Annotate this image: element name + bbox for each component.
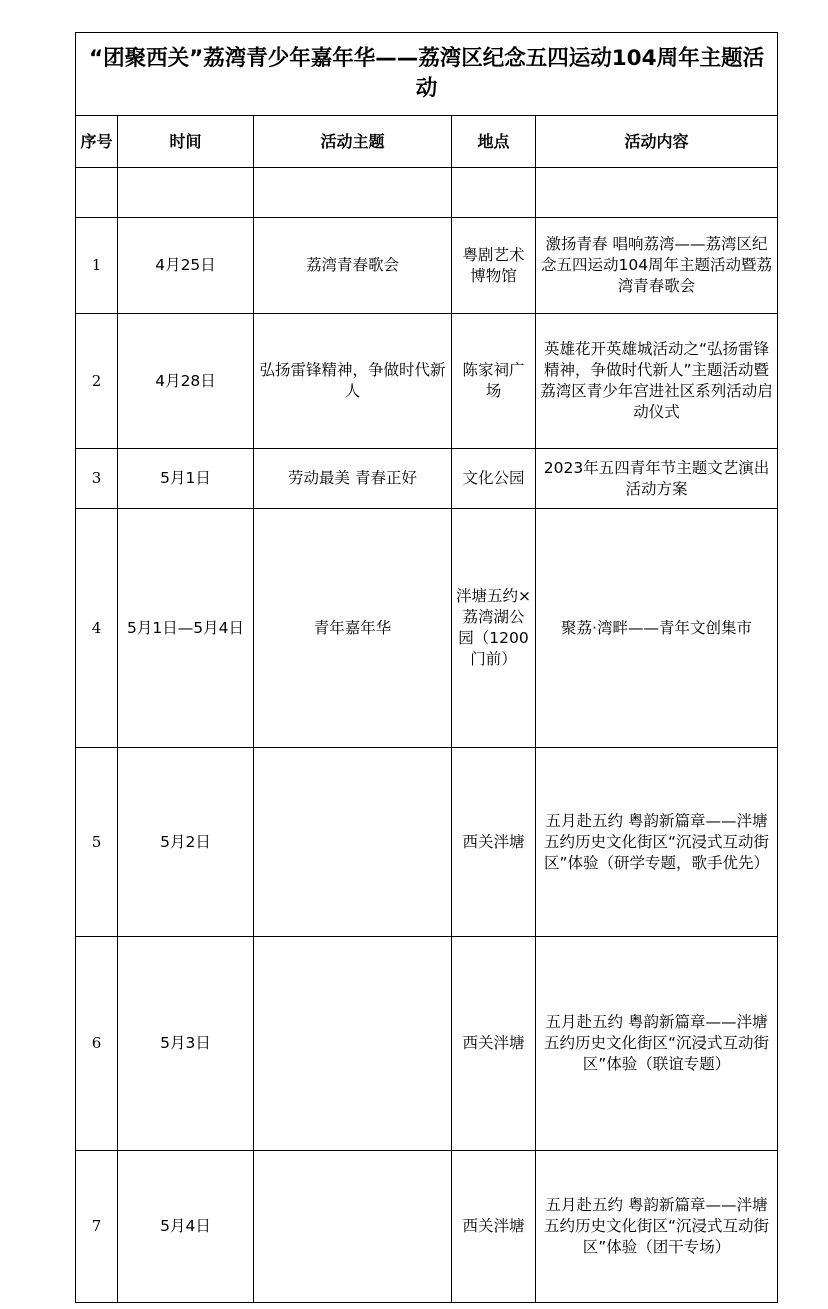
cell-place: 粤剧艺术博物馆: [452, 218, 536, 314]
cell-index: 7: [76, 1151, 118, 1303]
table-row: [76, 509, 778, 748]
cell-index: 4: [76, 509, 118, 748]
header-theme: 活动主题: [254, 116, 452, 168]
header-content: 活动内容: [536, 116, 778, 168]
cell-time: 5月4日: [118, 1151, 254, 1303]
cell-place: 文化公园: [452, 449, 536, 509]
table-title: “团聚西关”荔湾青少年嘉年华——荔湾区纪念五四运动104周年主题活动: [76, 33, 778, 116]
header-place: 地点: [452, 116, 536, 168]
cell-place: 西关泮塘: [452, 1151, 536, 1303]
cell-time: 5月1日—5月4日: [118, 509, 254, 748]
cell-index: 1: [76, 218, 118, 314]
cell-theme: [254, 168, 452, 218]
cell-theme: 荔湾青春歌会: [254, 218, 452, 314]
cell-content: 2023年五四青年节主题文艺演出活动方案: [536, 449, 778, 509]
cell-time: 4月28日: [118, 314, 254, 449]
cell-theme: [254, 748, 452, 937]
cell-theme: 青年嘉年华: [254, 509, 452, 748]
table-row: [76, 748, 778, 937]
cell-content: 五月赴五约 粤韵新篇章——泮塘五约历史文化街区“沉浸式互动街区”体验（联谊专题）: [536, 937, 778, 1151]
cell-content: 英雄花开英雄城活动之“弘扬雷锋精神，争做时代新人”主题活动暨荔湾区青少年宫进社区系列活动启动仪式: [536, 314, 778, 449]
cell-index: [76, 168, 118, 218]
table-row: [76, 218, 778, 314]
cell-content: 聚荔·湾畔——青年文创集市: [536, 509, 778, 748]
cell-time: 4月25日: [118, 218, 254, 314]
table-row: [76, 449, 778, 509]
cell-time: 5月3日: [118, 937, 254, 1151]
cell-index: 6: [76, 937, 118, 1151]
cell-theme: [254, 1151, 452, 1303]
cell-index: 5: [76, 748, 118, 937]
cell-place: 西关泮塘: [452, 748, 536, 937]
cell-place: 西关泮塘: [452, 937, 536, 1151]
cell-content: 激扬青春 唱响荔湾——荔湾区纪念五四运动104周年主题活动暨荔湾青春歌会: [536, 218, 778, 314]
cell-index: 2: [76, 314, 118, 449]
cell-theme: [254, 937, 452, 1151]
cell-content: 五月赴五约 粤韵新篇章——泮塘五约历史文化街区“沉浸式互动街区”体验（团干专场）: [536, 1151, 778, 1303]
cell-place: 陈家祠广场: [452, 314, 536, 449]
cell-place: [452, 168, 536, 218]
table-row: [76, 1151, 778, 1303]
cell-theme: 弘扬雷锋精神，争做时代新人: [254, 314, 452, 449]
cell-content: 五月赴五约 粤韵新篇章——泮塘五约历史文化街区“沉浸式互动街区”体验（研学专题，歌手优先）: [536, 748, 778, 937]
title-row: [76, 33, 778, 116]
header-time: 时间: [118, 116, 254, 168]
cell-time: 5月1日: [118, 449, 254, 509]
header-index: 序号: [76, 116, 118, 168]
cell-theme: 劳动最美 青春正好: [254, 449, 452, 509]
table-row: [76, 937, 778, 1151]
table-row: [76, 314, 778, 449]
cell-content: [536, 168, 778, 218]
cell-place: 泮塘五约×荔湾湖公园（1200门前）: [452, 509, 536, 748]
cell-index: 3: [76, 449, 118, 509]
table-row: [76, 168, 778, 218]
header-row: [76, 116, 778, 168]
cell-time: 5月2日: [118, 748, 254, 937]
activity-table: [75, 32, 778, 1303]
cell-time: [118, 168, 254, 218]
